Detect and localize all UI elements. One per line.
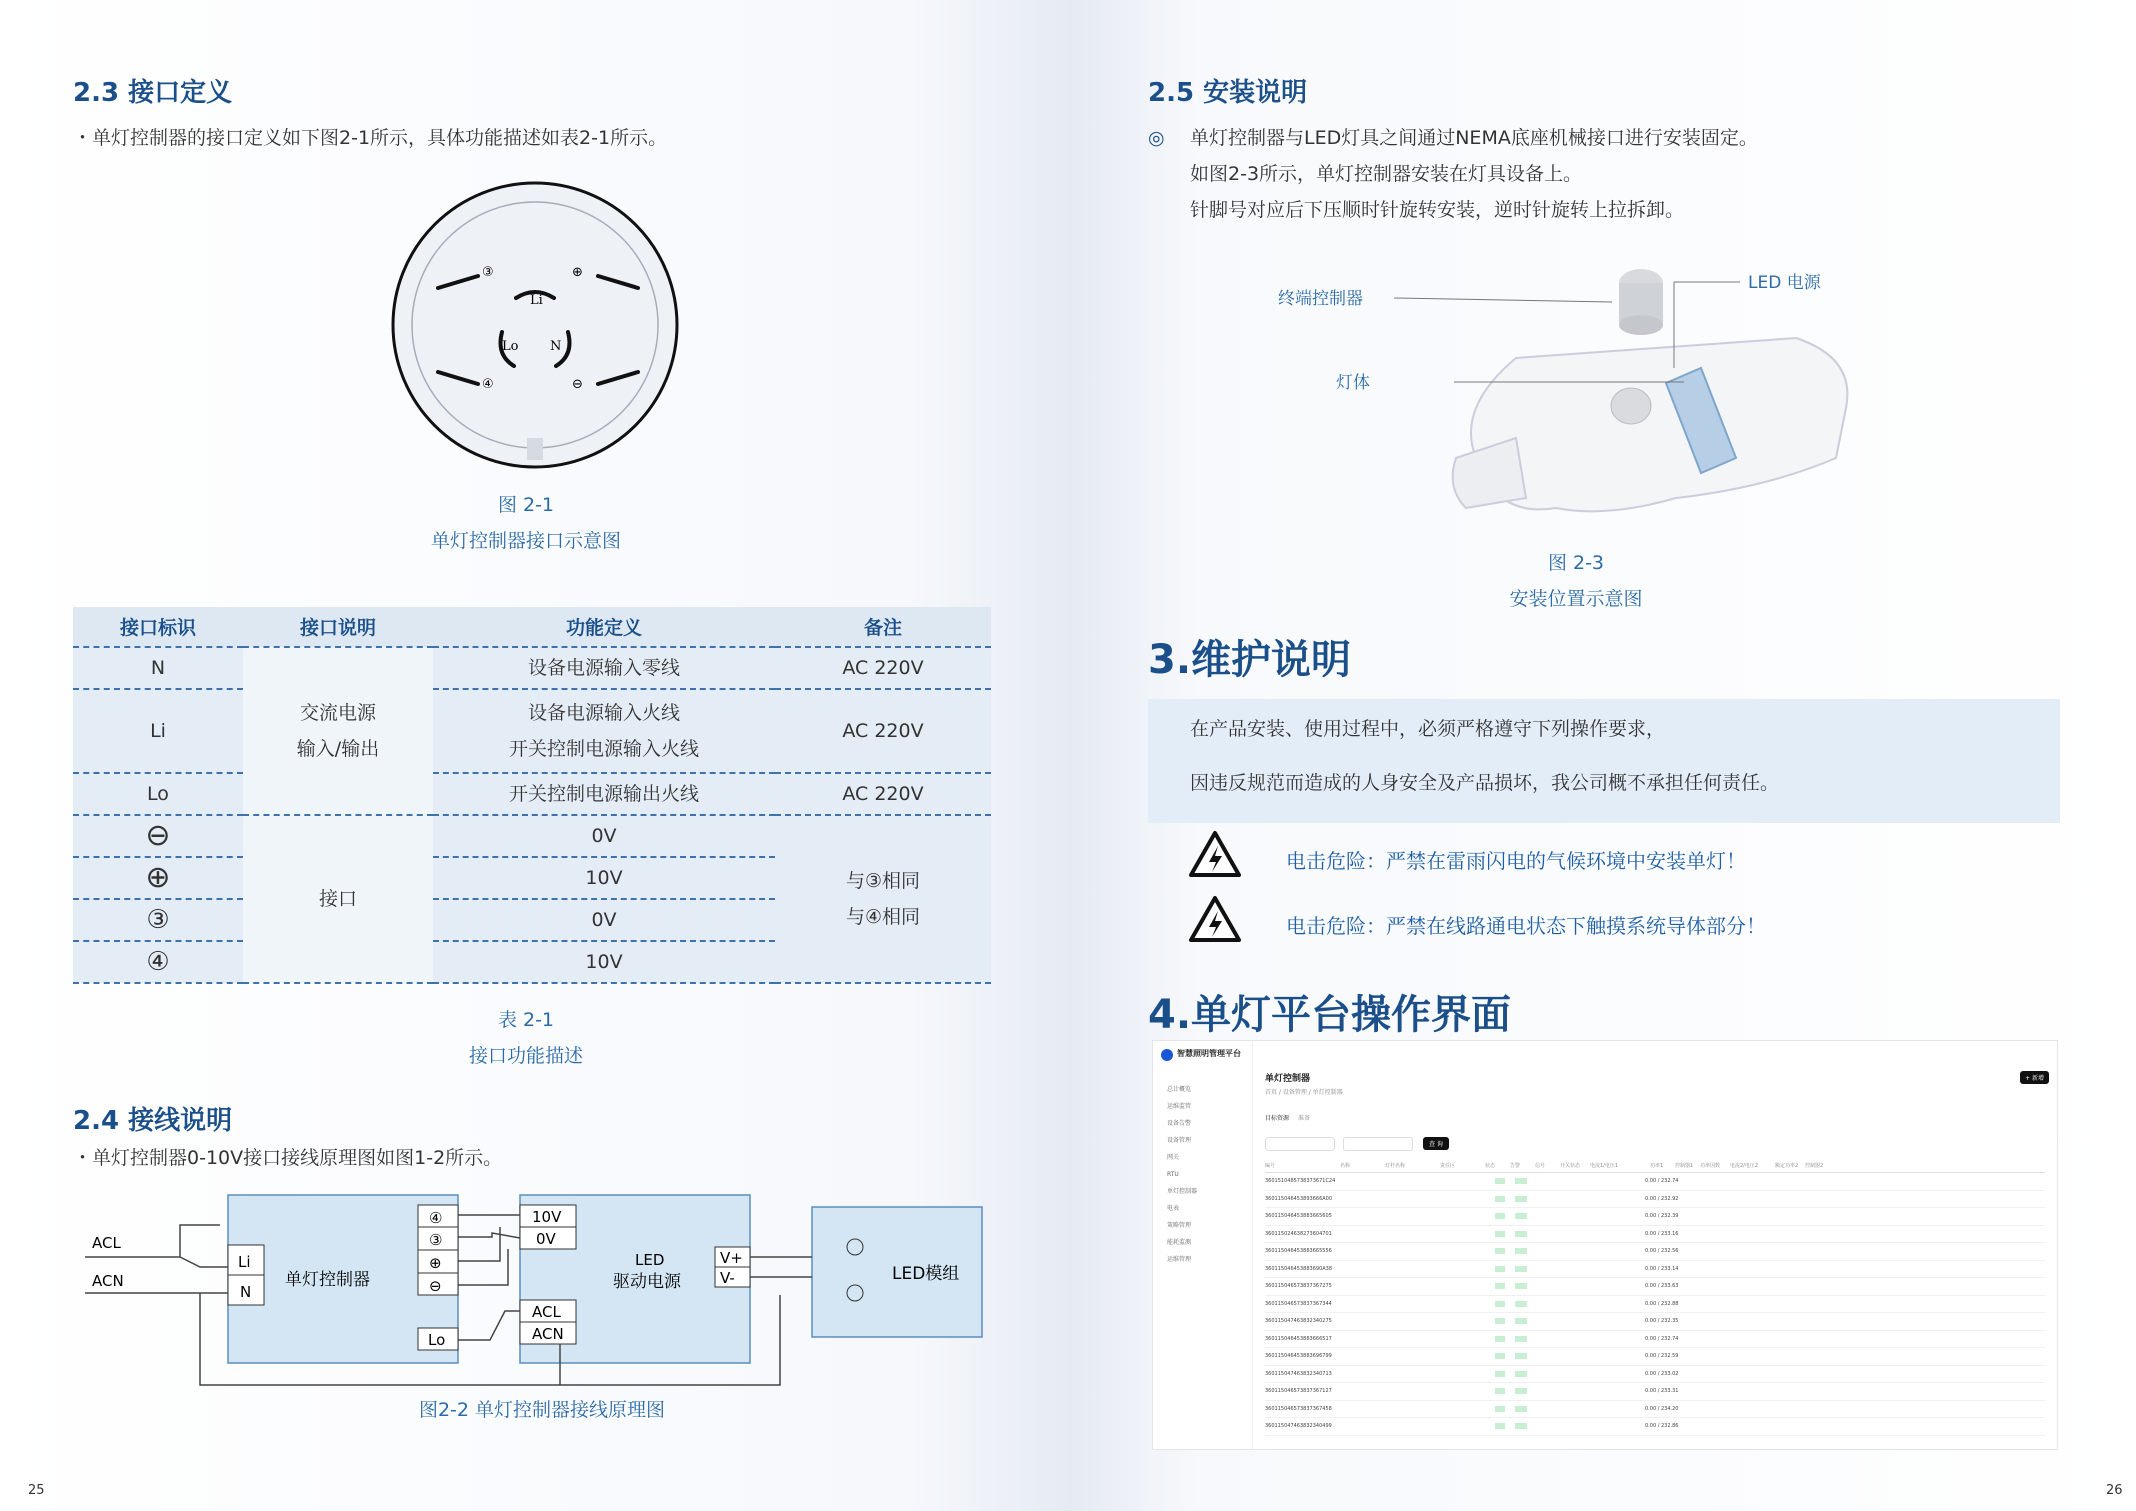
ui-row-status	[1495, 1336, 1645, 1342]
ui-row-id: 360115046573837367458	[1265, 1405, 1332, 1412]
table-cell-func: 设备电源输入火线 开关控制电源输入火线	[433, 689, 775, 773]
table-header: 功能定义	[433, 607, 775, 647]
wiring-diagram	[80, 1185, 1000, 1405]
label-lamp-body: 灯体	[1336, 373, 1370, 393]
figure-2-3-caption: 安装位置示意图	[1509, 588, 1643, 610]
ui-table-row[interactable]	[1265, 1401, 2045, 1419]
ui-row-id: 360115046453883665556	[1265, 1248, 1332, 1255]
ui-row-status	[1495, 1178, 1645, 1184]
ui-column-header[interactable]: 灯杆名称	[1385, 1163, 1406, 1169]
ui-row-value: 0.00 / 233.14	[1645, 1265, 1679, 1272]
table-cell-func: 10V	[433, 857, 775, 899]
ui-sidebar-item[interactable]: 设备管理	[1167, 1137, 1192, 1144]
ui-table-row[interactable]	[1265, 1173, 2045, 1191]
install-line-2: 如图2-3所示，单灯控制器安装在灯具设备上。	[1190, 163, 1583, 185]
ui-column-header[interactable]: 告警	[1510, 1163, 1521, 1169]
section-3-title: 3.维护说明	[1148, 637, 1352, 683]
ui-row-status	[1495, 1406, 1645, 1412]
ui-row-value: 0.00 / 232.35	[1645, 1318, 1679, 1325]
ui-table-row[interactable]	[1265, 1191, 2045, 1209]
diagram-acl: ACL	[92, 1234, 121, 1252]
ui-row-status	[1495, 1213, 1645, 1219]
table-header: 接口说明	[243, 607, 433, 647]
page-number: 25	[28, 1483, 45, 1498]
ui-sidebar-item[interactable]: 策略管理	[1167, 1222, 1192, 1229]
bullet-icon: ◎	[1148, 127, 1165, 149]
label-led-power: LED 电源	[1748, 273, 1821, 293]
section-2-3-title: 2.3 接口定义	[73, 78, 233, 108]
ui-row-status	[1495, 1266, 1645, 1272]
figure-2-1-number: 图 2-1	[497, 494, 555, 516]
diagram-li: Li	[238, 1253, 251, 1271]
diagram-driver-acn: ACN	[532, 1325, 564, 1343]
pin-4-label: ④	[482, 377, 494, 392]
ui-row-value: 0.00 / 232.74	[1645, 1178, 1679, 1185]
table-cell-func: 0V	[433, 815, 775, 857]
diagram-pp: ⊕	[429, 1254, 442, 1272]
ui-sidebar-item[interactable]: 设备告警	[1167, 1120, 1192, 1127]
ui-table-row[interactable]	[1265, 1383, 2045, 1401]
ui-row-status	[1495, 1301, 1645, 1307]
ui-table-row[interactable]	[1265, 1331, 2045, 1349]
ui-row-id: 360115024638273604701	[1265, 1230, 1332, 1237]
pin-li-label: Li	[530, 293, 543, 308]
table-cell-note: AC 220V	[775, 773, 991, 815]
ui-sidebar-item[interactable]: 总计概览	[1167, 1086, 1192, 1093]
ui-row-id: 360115046573837367344	[1265, 1300, 1332, 1307]
warning-icon	[1188, 830, 1242, 878]
ui-column-header[interactable]: 开关状态	[1560, 1163, 1581, 1169]
diagram-p4: ④	[429, 1209, 443, 1227]
diagram-vminus: V-	[720, 1269, 735, 1287]
ui-row-value: 0.00 / 232.86	[1645, 1423, 1679, 1430]
diagram-lo: Lo	[428, 1331, 446, 1349]
pin-n-label: N	[550, 339, 562, 354]
ui-breadcrumb: 首页 / 设备管理 / 单灯控制器	[1265, 1089, 1343, 1096]
table-header: 备注	[775, 607, 991, 647]
diagram-driver-l1: LED	[635, 1251, 665, 1269]
ui-row-id: 360115047463832340499	[1265, 1423, 1332, 1430]
table-cell-func: 10V	[433, 941, 775, 983]
ui-row-status	[1495, 1353, 1645, 1359]
ui-table-header	[1265, 1159, 2045, 1173]
diagram-driver-l2: 驱动电源	[613, 1272, 681, 1292]
install-line-3: 针脚号对应后下压顺时针旋转安装，逆时针旋转上拉拆卸。	[1190, 199, 1685, 221]
ui-column-header[interactable]: 功率因数	[1700, 1163, 1721, 1169]
table-cell-note: AC 220V	[775, 689, 991, 773]
ui-sidebar-item[interactable]: 能耗监测	[1167, 1239, 1192, 1246]
diagram-driver-acl: ACL	[532, 1303, 561, 1321]
ui-row-status	[1495, 1371, 1645, 1377]
ui-table-row[interactable]	[1265, 1418, 2045, 1436]
ui-table-row[interactable]	[1265, 1348, 2045, 1366]
ui-table-row[interactable]	[1265, 1243, 2045, 1261]
ui-row-id: 360115046573837367127	[1265, 1388, 1332, 1395]
table-cell-id: Lo	[73, 773, 243, 815]
table-cell-func: 开关控制电源输出火线	[433, 773, 775, 815]
interface-table	[73, 607, 991, 984]
ui-table-row[interactable]	[1265, 1366, 2045, 1384]
section-2-4-title: 2.4 接线说明	[73, 1106, 233, 1136]
ui-row-id: 360115046453893666A00	[1265, 1195, 1333, 1202]
ui-row-value: 0.00 / 233.63	[1645, 1283, 1679, 1290]
install-line-1: 单灯控制器与LED灯具之间通过NEMA底座机械接口进行安装固定。	[1190, 127, 1758, 149]
section-2-3-text: ・单灯控制器的接口定义如下图2-1所示，具体功能描述如表2-1所示。	[73, 127, 668, 149]
section-2-4-text: ・单灯控制器0-10V接口接线原理图如图1-2所示。	[73, 1147, 503, 1169]
ui-table-row[interactable]	[1265, 1313, 2045, 1331]
figure-2-2-caption: 图2-2 单灯控制器接线原理图	[418, 1399, 666, 1421]
ui-row-status	[1495, 1388, 1645, 1394]
table-cell-group-ac: 交流电源 输入/输出	[243, 647, 433, 815]
ui-row-value: 0.00 / 232.92	[1645, 1195, 1679, 1202]
ui-table-row[interactable]	[1265, 1278, 2045, 1296]
ui-row-id: 360115046453883696799	[1265, 1353, 1332, 1360]
table-cell-note: AC 220V	[775, 647, 991, 689]
ui-row-value: 0.00 / 232.88	[1645, 1300, 1679, 1307]
pin-3-label: ③	[482, 265, 494, 280]
ui-column-header[interactable]: 控制器2	[1805, 1163, 1824, 1169]
diagram-0v: 0V	[536, 1230, 556, 1248]
ui-row-status	[1495, 1423, 1645, 1429]
ui-table-row[interactable]	[1265, 1226, 2045, 1244]
ui-row-status	[1495, 1248, 1645, 1254]
notice-line-2: 因违反规范而造成的人身安全及产品损坏，我公司概不承担任何责任。	[1190, 772, 1780, 794]
page-number: 26	[2106, 1483, 2123, 1498]
table-2-1-caption: 接口功能描述	[468, 1045, 583, 1067]
figure-2-1-caption: 单灯控制器接口示意图	[430, 530, 621, 552]
ui-sidebar-item[interactable]: 运维管理	[1167, 1256, 1192, 1263]
ui-page-title: 单灯控制器	[1265, 1074, 1311, 1084]
ui-row-status	[1495, 1283, 1645, 1289]
ui-column-header[interactable]: 编号	[1265, 1163, 1276, 1169]
diagram-pm: ⊖	[429, 1277, 442, 1295]
ui-row-value: 0.00 / 232.56	[1645, 1248, 1679, 1255]
section-4-title: 4.单灯平台操作界面	[1148, 992, 1512, 1038]
warning-icon	[1188, 895, 1242, 943]
label-terminal-controller: 终端控制器	[1278, 289, 1363, 309]
table-cell-id: ④	[73, 941, 243, 983]
ui-row-id: 360115046573837367275	[1265, 1283, 1332, 1290]
notice-line-1: 在产品安装、使用过程中，必须严格遵守下列操作要求，	[1190, 718, 1666, 740]
interface-socket-diagram	[390, 180, 680, 470]
right-page	[1068, 0, 2136, 1511]
ui-row-value: 0.00 / 232.74	[1645, 1335, 1679, 1342]
ui-column-header[interactable]: 功率1	[1650, 1163, 1664, 1169]
diagram-p3: ③	[429, 1231, 443, 1249]
table-cell-func: 设备电源输入零线	[433, 647, 775, 689]
ui-row-id: 3601510485738373671C24	[1265, 1178, 1336, 1185]
ui-row-value: 0.00 / 232.39	[1645, 1213, 1679, 1220]
table-cell-id: ⊖	[73, 815, 243, 857]
ui-table-row[interactable]	[1265, 1208, 2045, 1226]
table-cell-id: ⊕	[73, 857, 243, 899]
figure-2-3-number: 图 2-3	[1547, 552, 1605, 574]
table-2-1-number: 表 2-1	[497, 1009, 555, 1031]
ui-row-id: 360115047463832340713	[1265, 1370, 1332, 1377]
ui-column-header[interactable]: 名称	[1340, 1163, 1351, 1169]
ui-sidebar-item[interactable]: 电表	[1167, 1205, 1180, 1212]
ui-column-header[interactable]: 电流1/电压1	[1590, 1163, 1619, 1169]
table-cell-id: ③	[73, 899, 243, 941]
diagram-n: N	[240, 1283, 252, 1301]
ui-row-id: 360115046453883665605	[1265, 1213, 1332, 1220]
warning-text-1: 电击危险：严禁在雷雨闪电的气候环境中安装单灯！	[1286, 849, 1746, 873]
ui-column-header[interactable]: 电流2/电压2	[1730, 1163, 1759, 1169]
pin-plus-label: ⊕	[572, 265, 583, 280]
diagram-module: LED模组	[892, 1264, 960, 1284]
table-cell-id: Li	[73, 689, 243, 773]
table-header: 接口标识	[73, 607, 243, 647]
ui-row-value: 0.00 / 233.02	[1645, 1370, 1679, 1377]
ui-column-header[interactable]: 责任区	[1440, 1163, 1456, 1169]
ui-table-row[interactable]	[1265, 1261, 2045, 1279]
app-name: 智慧照明管理平台	[1177, 1049, 1241, 1058]
ui-tab[interactable]: 准备	[1298, 1115, 1311, 1122]
diagram-controller: 单灯控制器	[285, 1270, 370, 1290]
ui-table-row[interactable]	[1265, 1296, 2045, 1314]
ui-column-header[interactable]: 额定功率2	[1775, 1163, 1799, 1169]
ui-sidebar-item[interactable]: 单灯控制器	[1167, 1188, 1198, 1195]
notice-box	[1148, 699, 2060, 823]
warning-text-2: 电击危险：严禁在线路通电状态下触摸系统导体部分！	[1286, 914, 1766, 938]
ui-row-id: 360115046453883666517	[1265, 1335, 1332, 1342]
diagram-vplus: V+	[720, 1249, 743, 1267]
ui-row-value: 0.00 / 233.31	[1645, 1388, 1679, 1395]
ui-new-button[interactable]: + 新增	[2020, 1071, 2049, 1084]
ui-column-header[interactable]: 状态	[1485, 1163, 1496, 1169]
leader-lines	[1394, 272, 1794, 392]
table-cell-id: N	[73, 647, 243, 689]
ui-tab-active[interactable]: 目标资源	[1265, 1115, 1290, 1122]
ui-column-header[interactable]: 信号	[1535, 1163, 1546, 1169]
ui-row-status	[1495, 1196, 1645, 1202]
ui-sidebar-item[interactable]: RTU	[1167, 1171, 1179, 1178]
ui-row-value: 0.00 / 234.20	[1645, 1405, 1679, 1412]
ui-sidebar-item[interactable]: 网关	[1167, 1154, 1180, 1161]
pin-minus-label: ⊖	[572, 377, 583, 392]
app-logo-icon	[1161, 1049, 1173, 1061]
ui-row-status	[1495, 1231, 1645, 1237]
ui-row-status	[1495, 1318, 1645, 1324]
ui-search-button[interactable]: 查 询	[1423, 1137, 1449, 1150]
section-2-5-title: 2.5 安装说明	[1148, 78, 1308, 108]
ui-row-id: 360115046453883690A38	[1265, 1265, 1333, 1272]
table-cell-group-interface: 接口	[243, 815, 433, 983]
ui-row-value: 0.00 / 233.16	[1645, 1230, 1679, 1237]
table-cell-note-pins: 与③相同 与④相同	[775, 815, 991, 983]
ui-row-id: 360115047463832340275	[1265, 1318, 1332, 1325]
table-cell-func: 0V	[433, 899, 775, 941]
ui-column-header[interactable]: 控制器1	[1675, 1163, 1694, 1169]
ui-search-input[interactable]	[1265, 1137, 1335, 1151]
diagram-acn: ACN	[92, 1272, 124, 1290]
ui-filter-select[interactable]	[1343, 1137, 1413, 1151]
pin-lo-label: Lo	[502, 339, 519, 354]
app-sidebar	[1153, 1041, 1253, 1450]
ui-sidebar-item[interactable]: 运维监管	[1167, 1103, 1192, 1110]
diagram-10v: 10V	[532, 1208, 562, 1226]
platform-screenshot	[1152, 1040, 2058, 1450]
ui-row-value: 0.00 / 232.59	[1645, 1353, 1679, 1360]
